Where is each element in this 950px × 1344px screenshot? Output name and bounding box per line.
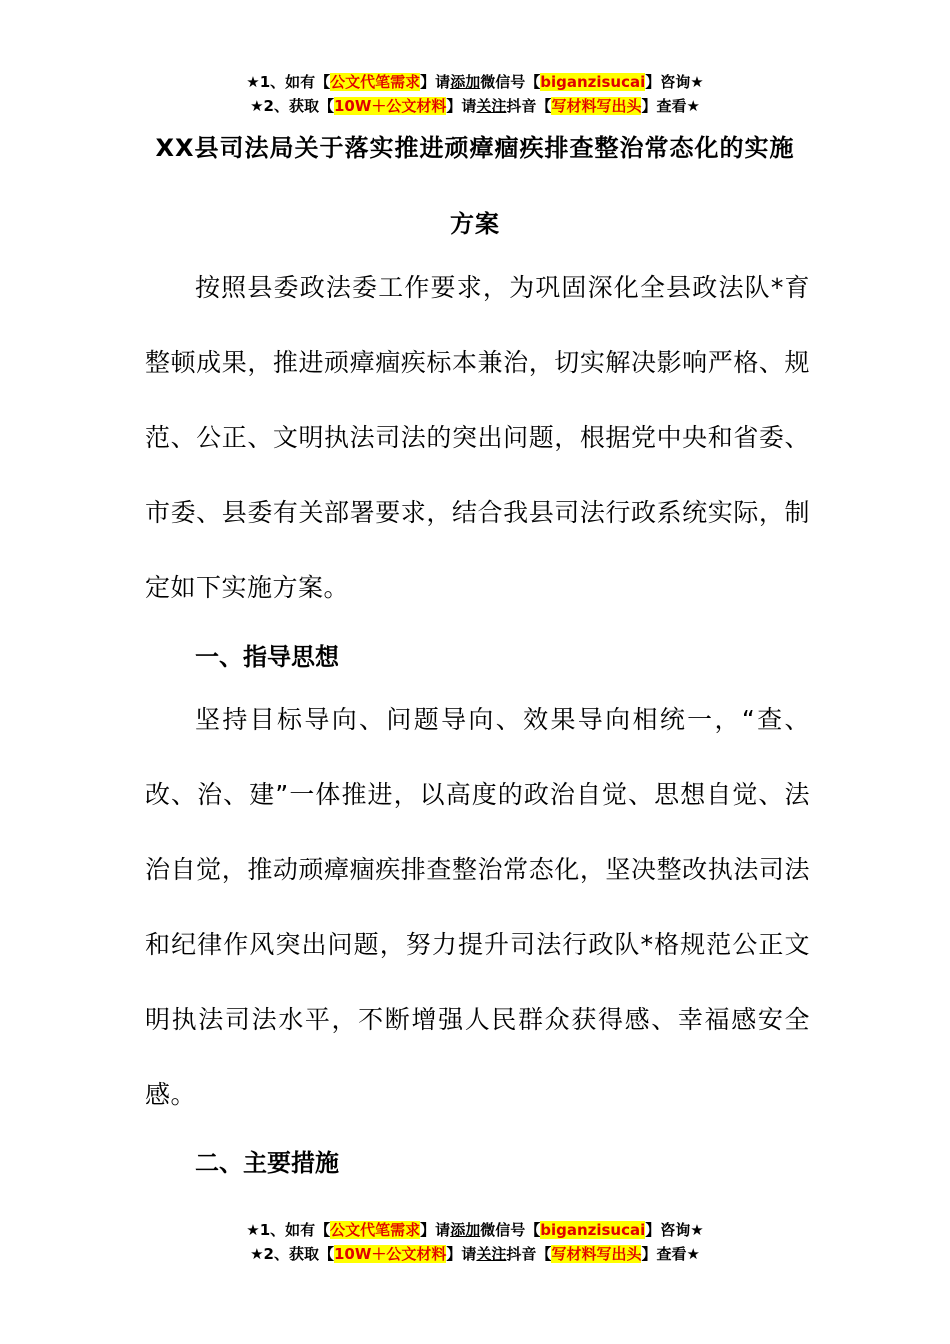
intro-paragraph: 按照县委政法委工作要求，为巩固深化全县政法队*育整顿成果，推进顽瘴痼疾标本兼治，切实解决影响严格、规范、公正、文明执法司法的突出问题，根据党中央和省委、市委、县委有关部署要求，结合我县司法行政系统实际，制定如下实施方案。 [145,273,810,602]
document-title-line-2: 方案 [450,210,500,238]
header-promo-line-1: ★1、如有【公文代笔需求】请添加微信号【biganzisucai】咨询★ [246,73,704,91]
footer-promo-line-2: ★2、获取【10W＋公文材料】请关注抖音【写材料写出头】查看★ [250,1245,700,1263]
footer-promo-line-1: ★1、如有【公文代笔需求】请添加微信号【biganzisucai】咨询★ [246,1221,704,1239]
wechat-id: biganzisucai [540,73,646,91]
document-title-line-1: XX县司法局关于落实推进顽瘴痼疾排查整治常态化的实施 [155,134,795,162]
header-promo-line-2: ★2、获取【10W＋公文材料】请关注抖音【写材料写出头】查看★ [250,97,700,115]
section-1-heading: 一、指导思想 [195,643,339,671]
wechat-id: biganzisucai [540,1221,646,1239]
section-1-body: 坚持目标导向、问题导向、效果导向相统一，“查、改、治、建”一体推进，以高度的政治自觉、思想自觉、法治自觉，推动顽瘴痼疾排查整治常态化，坚决整改执法司法和纪律作风突出问题，努力提升司法行政队*格规范公正文明执法司法水平，不断增强人民群众获得感、幸福感安全感。 [145,705,810,1109]
header-promo [0,70,950,118]
footer-promo [0,1218,950,1266]
section-2-heading: 二、主要措施 [195,1149,339,1177]
